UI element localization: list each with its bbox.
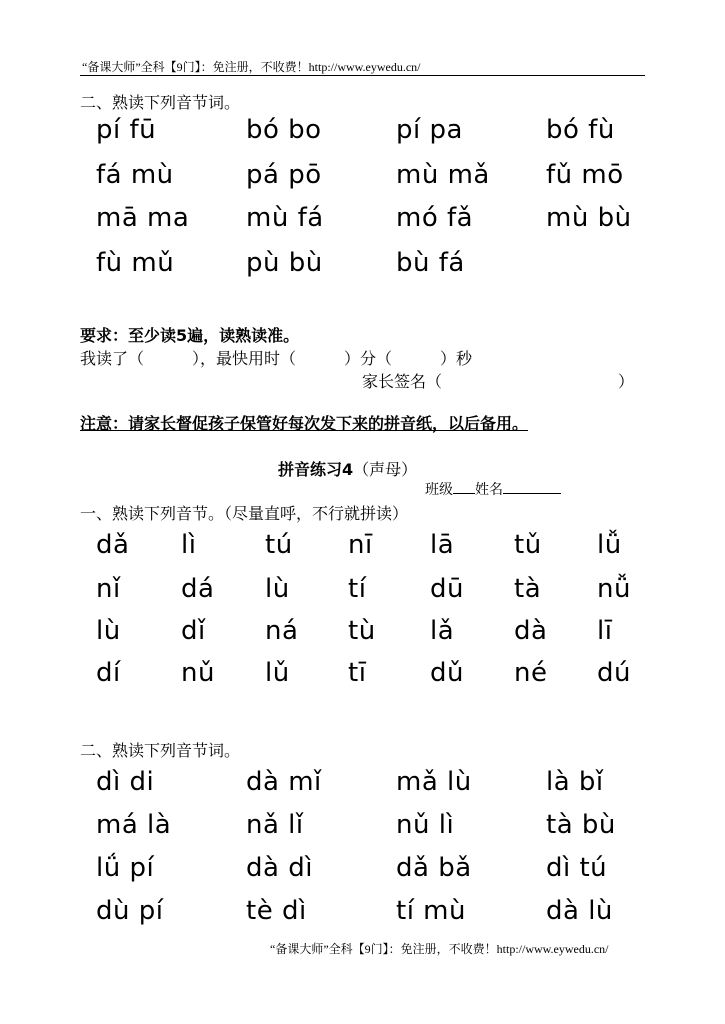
syllable-word: fǔ mō bbox=[546, 160, 624, 190]
syllable-word: mù mǎ bbox=[396, 160, 490, 190]
section-b-heading: 一、熟读下列音节。（尽量直呼，不行就拼读） bbox=[80, 504, 409, 523]
class-name-line bbox=[425, 479, 561, 499]
syllable-word: dì di bbox=[96, 767, 155, 797]
syllable: tú bbox=[265, 530, 293, 560]
syllable-word: dì tú bbox=[546, 853, 608, 883]
class-label: 班级 bbox=[425, 482, 453, 498]
syllable: lǔ bbox=[265, 658, 290, 688]
exercise-title-sub: （声母） bbox=[353, 460, 418, 479]
section-c-heading: 二、熟读下列音节词。 bbox=[80, 741, 241, 760]
syllable-word: bù fá bbox=[396, 248, 465, 278]
syllable: lǚ bbox=[597, 530, 622, 560]
exercise-title-main: 拼音练习4 bbox=[278, 460, 354, 479]
syllable: lī bbox=[597, 616, 613, 646]
syllable-word: mù fá bbox=[246, 203, 324, 233]
syllable-word: dà dì bbox=[246, 853, 313, 883]
syllable-word: bó bo bbox=[246, 115, 322, 145]
syllable-word: tè dì bbox=[246, 896, 307, 926]
syllable: nī bbox=[348, 530, 373, 560]
syllable: tù bbox=[348, 616, 376, 646]
syllable: tà bbox=[514, 574, 542, 604]
syllable-word: mù bù bbox=[546, 203, 632, 233]
syllable-word: pù bù bbox=[246, 248, 323, 278]
syllable-word: tà bù bbox=[546, 810, 616, 840]
requirement-title: 要求：至少读5遍，读熟读准。 bbox=[80, 326, 300, 345]
syllable-word: nǔ lì bbox=[396, 810, 455, 840]
name-label: 姓名 bbox=[475, 482, 503, 498]
syllable-word: dà lù bbox=[546, 896, 613, 926]
syllable-word: pí fū bbox=[96, 115, 157, 145]
syllable: dí bbox=[96, 658, 121, 688]
syllable: tí bbox=[348, 574, 367, 604]
header-rule bbox=[80, 75, 645, 76]
syllable-word: dǎ bǎ bbox=[396, 853, 472, 883]
syllable: dà bbox=[514, 616, 548, 646]
section-a-heading: 二、熟读下列音节词。 bbox=[80, 93, 241, 112]
syllable: dǎ bbox=[96, 530, 130, 560]
syllable: dū bbox=[430, 574, 464, 604]
parent-signature-line: 家长签名（ ） bbox=[362, 372, 635, 391]
page-footer: “备课大师”全科【9门】：免注册，不收费！http://www.eywedu.cn/ bbox=[270, 942, 609, 956]
syllable-word: nǎ lǐ bbox=[246, 810, 304, 840]
page-header: “备课大师”全科【9门】：免注册，不收费！http://www.eywedu.cn/ bbox=[82, 60, 421, 74]
syllable: lǎ bbox=[430, 616, 455, 646]
syllable: lì bbox=[181, 530, 197, 560]
syllable-word: bó fù bbox=[546, 115, 615, 145]
syllable-word: fá mù bbox=[96, 160, 174, 190]
syllable-word: mā ma bbox=[96, 203, 190, 233]
syllable: ná bbox=[265, 616, 299, 646]
syllable: lā bbox=[430, 530, 455, 560]
syllable: tǔ bbox=[514, 530, 542, 560]
syllable: dǔ bbox=[430, 658, 464, 688]
syllable-word: tí mù bbox=[396, 896, 466, 926]
syllable-word: pá pō bbox=[246, 160, 322, 190]
syllable-word: dù pí bbox=[96, 896, 164, 926]
syllable-word: dà mǐ bbox=[246, 767, 322, 797]
exercise-title bbox=[278, 457, 417, 480]
class-blank[interactable] bbox=[453, 479, 475, 494]
syllable: nǔ bbox=[181, 658, 215, 688]
syllable: nǐ bbox=[96, 574, 121, 604]
syllable: tī bbox=[348, 658, 367, 688]
syllable-word: mǎ lù bbox=[396, 767, 472, 797]
syllable: lù bbox=[96, 616, 121, 646]
syllable: nǚ bbox=[597, 574, 631, 604]
syllable-word: má là bbox=[96, 810, 172, 840]
syllable-word: fù mǔ bbox=[96, 248, 175, 278]
syllable: dú bbox=[597, 658, 631, 688]
syllable-word: mó fǎ bbox=[396, 203, 474, 233]
reading-record-line: 我读了（ ），最快用时（ ）分（ ）秒 bbox=[80, 349, 473, 368]
name-blank[interactable] bbox=[503, 479, 561, 494]
syllable: dǐ bbox=[181, 616, 206, 646]
syllable-word: pí pa bbox=[396, 115, 463, 145]
syllable: dá bbox=[181, 574, 215, 604]
syllable-word: là bǐ bbox=[546, 767, 604, 797]
syllable: lù bbox=[265, 574, 290, 604]
syllable: né bbox=[514, 658, 548, 688]
syllable-word: lǘ pí bbox=[96, 853, 155, 883]
notice: 注意：请家长督促孩子保管好每次发下来的拼音纸，以后备用。 bbox=[80, 414, 529, 433]
